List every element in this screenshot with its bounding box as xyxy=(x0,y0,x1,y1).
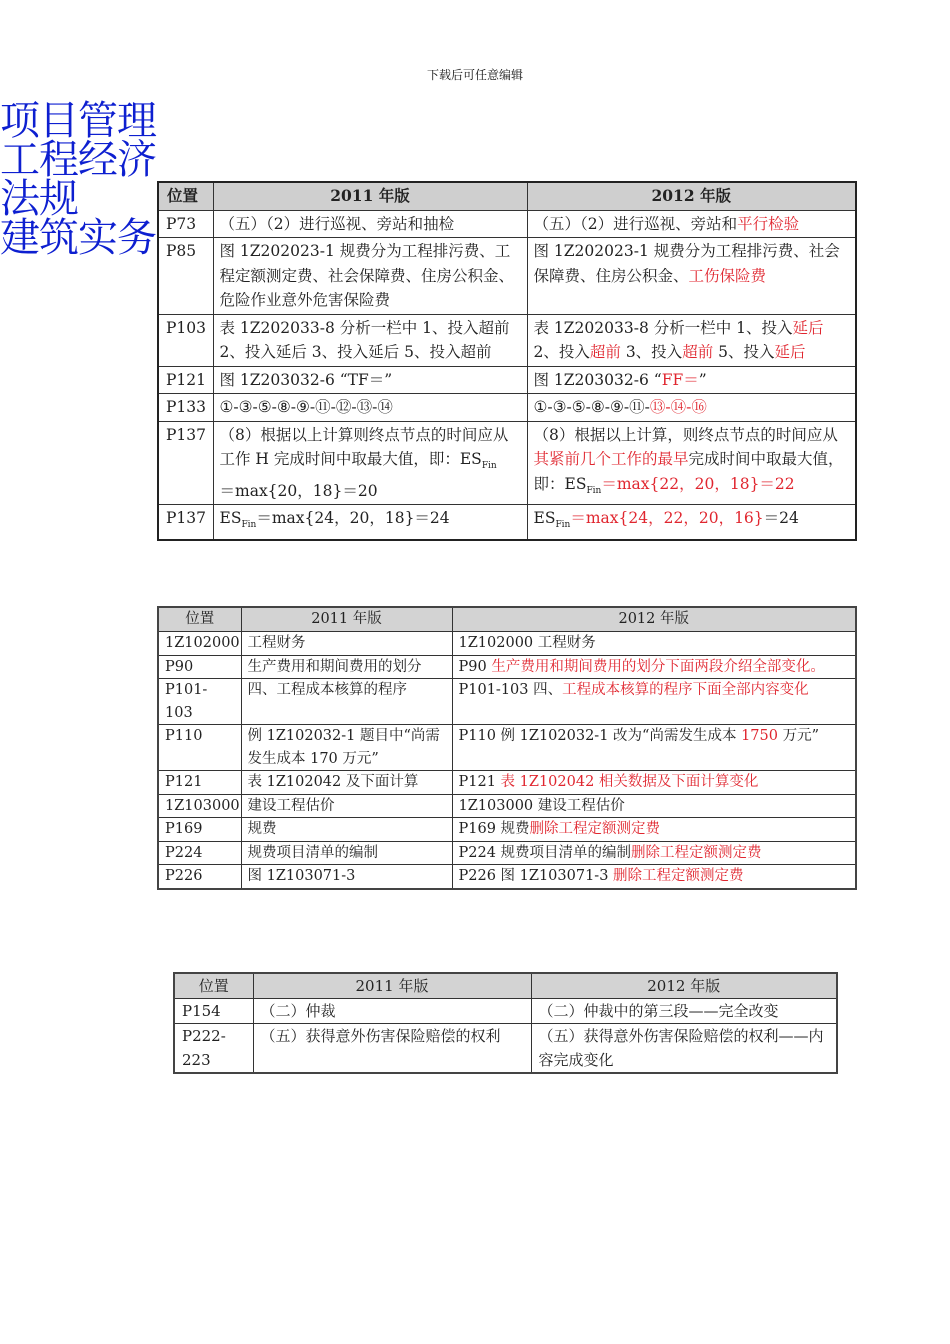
row-2012 xyxy=(527,238,856,315)
row-position: P137 xyxy=(158,421,213,505)
comparison-table-economics xyxy=(157,606,857,890)
side-nav-item-project-management[interactable]: 项目管理 xyxy=(0,98,156,144)
row-position: P101-103 xyxy=(158,679,241,725)
text-changed: 1750 xyxy=(741,728,778,744)
table-header-row xyxy=(158,607,856,632)
comparison-table-management xyxy=(157,181,857,541)
row-2012 xyxy=(527,394,856,422)
text-changed: 超前 xyxy=(682,343,714,361)
row-position: P133 xyxy=(158,394,213,422)
text-unchanged: P90 xyxy=(458,658,492,675)
row-2011: 表 1Z102042 及下面计算 xyxy=(241,771,452,795)
text-unchanged: ” xyxy=(698,370,707,389)
table-row xyxy=(158,771,856,795)
header-note: 下载后可任意编辑 xyxy=(426,68,523,82)
text-unchanged: ＝max{24，20，18}＝24 xyxy=(256,509,450,528)
table-row xyxy=(158,505,856,540)
text-unchanged: P121 xyxy=(458,774,501,790)
header-2011: 2011 年版 xyxy=(241,607,452,632)
text-changed: FF＝ xyxy=(661,370,699,389)
row-2012 xyxy=(527,366,856,394)
row-2011: 规费项目清单的编制 xyxy=(241,841,452,865)
row-2012 xyxy=(527,421,856,505)
table-row xyxy=(158,210,856,238)
text-unchanged: 表 1Z202033-8 分析一栏中 1、投入 xyxy=(533,318,793,337)
row-2012 xyxy=(452,794,856,818)
row-position: P222-223 xyxy=(174,1024,253,1074)
row-2011 xyxy=(213,421,527,505)
side-nav xyxy=(0,98,160,261)
subscript: Fin xyxy=(241,520,257,531)
text-unchanged: 5、投入 xyxy=(713,343,775,361)
table-row xyxy=(158,679,856,725)
text-unchanged: P101-103 四、 xyxy=(458,682,563,698)
row-2012 xyxy=(452,632,856,656)
row-2011: 四、工程成本核算的程序 xyxy=(241,679,452,725)
row-position: P226 xyxy=(158,865,241,889)
table-row xyxy=(158,394,856,422)
text-unchanged: （五）（2）进行巡视、旁站和 xyxy=(533,214,738,233)
row-2011: （五）（2）进行巡视、旁站和抽检 xyxy=(213,210,527,238)
row-position: P90 xyxy=(158,655,241,679)
table-row xyxy=(158,314,856,366)
row-position: P103 xyxy=(158,314,213,366)
text-changed: ⑬-⑭-⑯ xyxy=(649,398,707,416)
text-changed: 平行检验 xyxy=(737,214,800,233)
row-2011: 表 1Z202033-8 分析一栏中 1、投入超前 2、投入延后 3、投入延后 5、投入超前 xyxy=(213,314,527,366)
table-row xyxy=(158,366,856,394)
text-unchanged: 图 1Z202023-1 规费分为工程排污费、社会保障费、住房公积金、 xyxy=(533,242,840,285)
text-unchanged: P226 图 1Z103071-3 xyxy=(458,868,614,884)
text-changed: 其紧前几个工作的最早 xyxy=(533,450,689,468)
text-unchanged: ＝max{20，18}＝20 xyxy=(219,481,378,500)
text-changed: 超前 xyxy=(589,343,621,361)
header-2012: 2012 年版 xyxy=(531,973,837,999)
subscript: Fin xyxy=(555,520,571,531)
row-position: P224 xyxy=(158,841,241,865)
text-unchanged: 2、投入 xyxy=(533,343,590,361)
row-2011 xyxy=(213,505,527,540)
subscript: Fin xyxy=(586,485,602,496)
row-2011: 图 1Z203032-6 “TF＝” xyxy=(213,366,527,394)
row-2011: 建设工程估价 xyxy=(241,794,452,818)
row-2012 xyxy=(452,818,856,842)
row-2012: （二）仲裁中的第三段——完全改变 xyxy=(531,999,837,1024)
text-changed: 延后 xyxy=(792,318,824,337)
row-2011: 图 1Z202023-1 规费分为工程排污费、工程定额测定费、社会保障费、住房公积金、危险作业意外危害保险费 xyxy=(213,238,527,315)
text-changed: 删除工程定额测定费 xyxy=(631,844,762,861)
row-position: P154 xyxy=(174,999,253,1024)
table-row xyxy=(158,794,856,818)
side-nav-item-construction-practice[interactable]: 建筑实务 xyxy=(0,215,156,261)
row-2012 xyxy=(452,771,856,795)
table-header-row xyxy=(174,973,837,999)
row-position: P121 xyxy=(158,771,241,795)
text-unchanged: 完成时间中取最大值，即：ES xyxy=(533,450,844,493)
row-position: P169 xyxy=(158,818,241,842)
table-row xyxy=(158,421,856,505)
text-changed: ＝max{24，22，20，16} xyxy=(570,509,764,528)
text-unchanged: 1Z103000 建设工程估价 xyxy=(458,797,625,814)
text-changed: 表 1Z102042 相关数据及下面计算变化 xyxy=(500,774,759,790)
text-unchanged: ＝24 xyxy=(763,509,799,528)
row-2011: 生产费用和期间费用的划分 xyxy=(241,655,452,679)
comparison-table-regulations xyxy=(173,972,838,1074)
text-unchanged: 3、投入 xyxy=(620,343,683,361)
row-2012 xyxy=(527,314,856,366)
side-nav-item-regulations[interactable]: 法规 xyxy=(0,176,78,222)
row-position: P121 xyxy=(158,366,213,394)
text-changed: ＝max{22，20，18}＝22 xyxy=(601,474,795,493)
text-changed: 延后 xyxy=(774,343,806,361)
row-2012 xyxy=(527,505,856,540)
row-position: P137 xyxy=(158,505,213,540)
row-position: 1Z102000 xyxy=(158,632,241,656)
header-2012: 2012 年版 xyxy=(527,182,856,210)
text-unchanged: （8）根据以上计算则终点节点的时间应从工作 H 完成时间中取最大值，即：ES xyxy=(219,425,509,468)
text-changed: 工伤保险费 xyxy=(688,266,767,285)
table-row xyxy=(158,818,856,842)
row-2012 xyxy=(452,679,856,725)
text-unchanged: 万元” xyxy=(777,728,819,744)
table-row xyxy=(158,655,856,679)
header-2011: 2011 年版 xyxy=(253,973,531,999)
text-changed: 工程成本核算的程序下面全部内容变化 xyxy=(562,682,809,698)
text-unchanged: ES xyxy=(219,509,242,528)
text-changed: 删除工程定额测定费 xyxy=(529,821,661,837)
table-row xyxy=(174,1024,837,1074)
row-position: P85 xyxy=(158,238,213,315)
row-position: P73 xyxy=(158,210,213,238)
row-2012 xyxy=(452,865,856,889)
row-2011: ①-③-⑤-⑧-⑨-⑪-⑫-⑬-⑭ xyxy=(213,394,527,422)
row-2012: （五）获得意外伤害保险赔偿的权利——内容完成变化 xyxy=(531,1024,837,1074)
text-unchanged: ①-③-⑤-⑧-⑨-⑪- xyxy=(533,398,650,416)
row-2012 xyxy=(452,725,856,771)
text-unchanged: 1Z102000 工程财务 xyxy=(458,635,596,651)
header-position: 位置 xyxy=(158,182,213,210)
table-header-row xyxy=(158,182,856,210)
text-unchanged: P224 规费项目清单的编制 xyxy=(458,844,632,861)
table-row xyxy=(174,999,837,1024)
table-row xyxy=(158,865,856,889)
subscript: Fin xyxy=(481,461,497,472)
row-position: P110 xyxy=(158,725,241,771)
row-2011: （二）仲裁 xyxy=(253,999,531,1024)
row-2012 xyxy=(527,210,856,238)
table-row xyxy=(158,238,856,315)
text-changed: 删除工程定额测定费 xyxy=(613,868,744,884)
table-row xyxy=(158,725,856,771)
row-2012 xyxy=(452,655,856,679)
text-changed: 生产费用和期间费用的划分下面两段介绍全部变化。 xyxy=(491,658,825,675)
row-2011: 规费 xyxy=(241,818,452,842)
row-2011: （五）获得意外伤害保险赔偿的权利 xyxy=(253,1024,531,1074)
header-2012: 2012 年版 xyxy=(452,607,856,632)
row-2012 xyxy=(452,841,856,865)
text-unchanged: （8）根据以上计算，则终点节点的时间应从 xyxy=(533,425,838,444)
row-2011: 例 1Z102032-1 题目中“尚需发生成本 170 万元” xyxy=(241,725,452,771)
side-nav-item-engineering-economics[interactable]: 工程经济 xyxy=(0,137,156,183)
row-2011: 图 1Z103071-3 xyxy=(241,865,452,889)
table-row xyxy=(158,632,856,656)
row-2011: 工程财务 xyxy=(241,632,452,656)
text-unchanged: 图 1Z203032-6 “ xyxy=(533,370,662,389)
header-position: 位置 xyxy=(158,607,241,632)
text-unchanged: ES xyxy=(533,509,556,528)
header-position: 位置 xyxy=(174,973,253,999)
header-2011: 2011 年版 xyxy=(213,182,527,210)
text-unchanged: P169 规费 xyxy=(458,821,530,837)
table-row xyxy=(158,841,856,865)
row-position: 1Z103000 xyxy=(158,794,241,818)
text-unchanged: P110 例 1Z102032-1 改为“尚需发生成本 xyxy=(458,728,742,744)
